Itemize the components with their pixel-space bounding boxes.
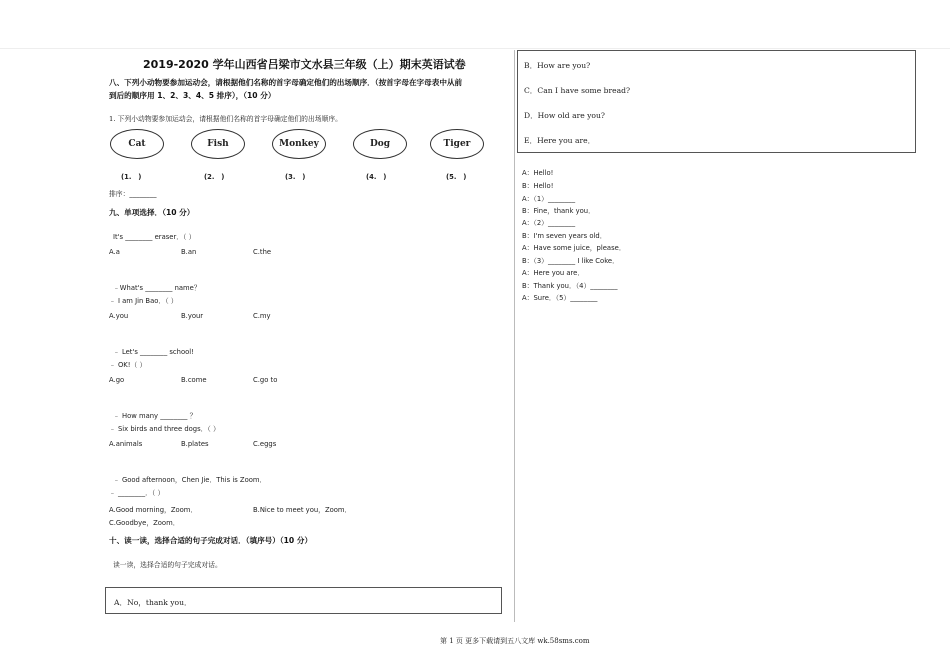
order-slot-2: (2. ) bbox=[204, 173, 225, 181]
dialogue-line-11: A：Sure．（5）________ bbox=[522, 294, 598, 302]
animal-oval-tiger: Tiger bbox=[430, 129, 484, 159]
option-box-left bbox=[105, 587, 502, 614]
q2-option-c: C.my bbox=[253, 312, 271, 320]
dialogue-line-2: B：Hello! bbox=[522, 182, 554, 190]
q4-option-a: A.animals bbox=[109, 440, 143, 448]
animal-oval-monkey: Monkey bbox=[272, 129, 326, 159]
q4-option-c: C.eggs bbox=[253, 440, 277, 448]
q2-option-a: A.you bbox=[109, 312, 129, 320]
dialogue-line-4: B：Fine，thank you． bbox=[522, 207, 595, 215]
q3-option-c: C.go to bbox=[253, 376, 278, 384]
order-slot-4: (4. ) bbox=[366, 173, 387, 181]
dialogue-line-8: B：（3）________ I like Coke． bbox=[522, 257, 619, 265]
q5-stem-line1: ﹣ Good afternoon，Chen Jie．This is Zoom． bbox=[113, 476, 267, 484]
q3-stem-line1: ﹣ Let's ________ school! bbox=[113, 348, 194, 356]
q3-option-a: A.go bbox=[109, 376, 125, 384]
q1-option-a: A.a bbox=[109, 248, 120, 256]
q3-stem-line2: ﹣ OK!（ ） bbox=[109, 361, 147, 369]
option-d: D．How old are you? bbox=[524, 111, 605, 120]
animal-oval-fish: Fish bbox=[191, 129, 245, 159]
q5-option-b: B.Nice to meet you，Zoom． bbox=[253, 506, 352, 514]
q5-option-a: A.Good morning，Zoom． bbox=[109, 506, 198, 514]
q5-option-c: C.Goodbye，Zoom． bbox=[109, 519, 180, 527]
q4-stem-line2: ﹣ Six birds and three dogs．（ ） bbox=[109, 425, 220, 433]
order-slot-1: (1. ) bbox=[121, 173, 142, 181]
q2-stem-line1: ﹣What's ________ name？ bbox=[113, 284, 201, 292]
order-slot-5: (5. ) bbox=[446, 173, 467, 181]
q5-stem-line2: ﹣ ________．（ ） bbox=[109, 489, 165, 497]
q2-option-b: B.your bbox=[181, 312, 204, 320]
option-b: B．How are you? bbox=[524, 61, 591, 70]
section10-instruction: 读一读，选择合适的句子完成对话。 bbox=[113, 561, 222, 569]
dialogue-line-7: A：Have some juice，please． bbox=[522, 244, 626, 252]
q1-option-c: C.the bbox=[253, 248, 272, 256]
section8-instruction: 1. 下列小动物要参加运动会，请根据他们名称的首字母确定他们的出场顺序。 bbox=[109, 115, 342, 123]
q2-stem-line2: ﹣ I am Jin Bao．（ ） bbox=[109, 297, 178, 305]
q1-option-b: B.an bbox=[181, 248, 197, 256]
dialogue-line-1: A：Hello! bbox=[522, 169, 554, 177]
dialogue-line-6: B：I'm seven years old． bbox=[522, 232, 607, 240]
order-answer-line: 排序：________ bbox=[109, 190, 157, 198]
section9-heading: 九、单项选择．（10 分） bbox=[109, 208, 195, 217]
animal-oval-dog: Dog bbox=[353, 129, 407, 159]
section10-heading: 十、读一读，选择合适的句子完成对话．（填序号）（10 分） bbox=[109, 536, 313, 545]
q4-stem-line1: ﹣ How many ________ ？ bbox=[113, 412, 197, 420]
column-divider bbox=[514, 50, 515, 622]
section8-heading-line1: 八、下列小动物要参加运动会，请根据他们名称的首字母确定他们的出场顺序．（按首字母在字母表中从前 bbox=[109, 78, 463, 87]
option-e: E．Here you are． bbox=[524, 136, 596, 145]
order-slot-3: (3. ) bbox=[285, 173, 306, 181]
q3-option-b: B.come bbox=[181, 376, 207, 384]
dialogue-line-3: A：（1）________ bbox=[522, 195, 576, 203]
option-a: A．No，thank you． bbox=[114, 598, 192, 607]
q4-option-b: B.plates bbox=[181, 440, 209, 448]
dialogue-line-5: A：（2）________ bbox=[522, 219, 576, 227]
dialogue-line-9: A：Here you are． bbox=[522, 269, 585, 277]
option-c: C．Can I have some bread? bbox=[524, 86, 631, 95]
dialogue-line-10: B：Thank you．（4）________ bbox=[522, 282, 618, 290]
page-footer: 第 1 页 更多下载请到五八文库 wk.58sms.com bbox=[440, 637, 590, 645]
option-box-right bbox=[517, 50, 916, 153]
animal-oval-cat: Cat bbox=[110, 129, 164, 159]
page-title: 2019-2020 学年山西省吕梁市文水县三年级（上）期末英语试卷 bbox=[143, 58, 466, 71]
page-top-rule bbox=[0, 48, 950, 49]
section8-heading-line2: 到后的顺序用 1、2、3、4、5 排序），（10 分） bbox=[109, 91, 276, 100]
q1-stem: It's ________ eraser．（ ） bbox=[113, 233, 196, 241]
